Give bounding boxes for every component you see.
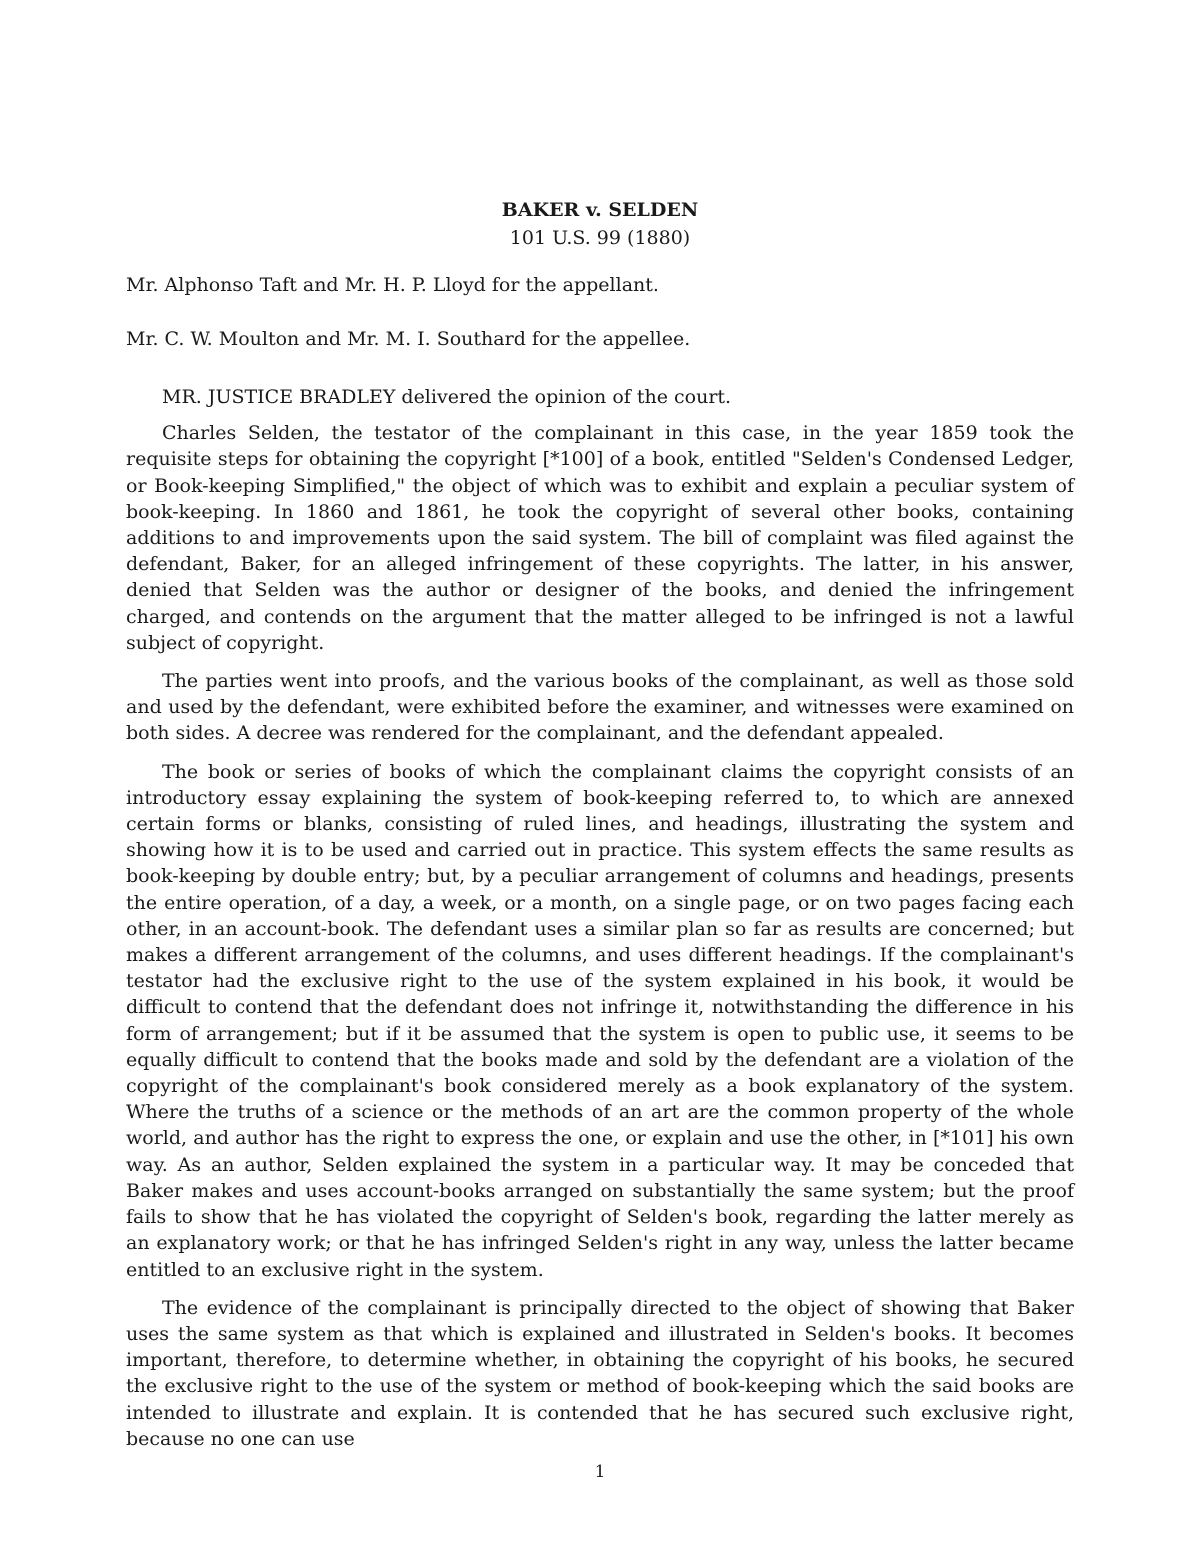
page-number: 1 xyxy=(594,1462,606,1482)
document-page xyxy=(126,196,1074,1464)
counsel-appellee: Mr. C. W. Moulton and Mr. M. I. Southard for the appellee. xyxy=(126,328,691,350)
opinion-paragraph: The evidence of the complainant is principally directed to the object of showing that Baker uses the same system as that which is explained and illustrated in Selden's books. It becomes important, therefore, to determine whether, in obtaining the copyright of his books, he secured the exclusive right to the use of the system or method of book-keeping which the said books are intended to illustrate and explain. It is contended that he has secured such exclusive right, because no one can use xyxy=(126,1296,1074,1450)
opinion-opener: MR. JUSTICE BRADLEY delivered the opinion of the court. xyxy=(162,386,732,408)
opinion-paragraph: The parties went into proofs, and the various books of the complainant, as well as those sold and used by the defendant, were exhibited before the examiner, and witnesses were examined on both sides. A decree was rendered for the complainant, and the defendant appealed. xyxy=(126,670,1074,745)
case-title: BAKER v. SELDEN xyxy=(501,199,699,221)
counsel-appellant: Mr. Alphonso Taft and Mr. H. P. Lloyd for the appellant. xyxy=(126,274,659,296)
opinion-paragraph: Charles Selden, the testator of the complainant in this case, in the year 1859 took the requisite steps for obtaining the copyright [*100] of a book, entitled "Selden's Condensed Ledger, or Book-keeping Simplified," the object of which was to exhibit and explain a peculiar system of book-keeping. In 1860 and 1861, he took the copyright of several other books, containing additions to and improvements upon the said system. The bill of complaint was filed against the defendant, Baker, for an alleged infringement of these copyrights. The latter, in his answer, denied that Selden was the author or designer of the books, and denied the infringement charged, and contends on the argument that the matter alleged to be infringed is not a lawful subject of copyright. xyxy=(126,422,1074,654)
opinion-paragraph: The book or series of books of which the complainant claims the copyright consists of an introductory essay explaining the system of book-keeping referred to, to which are annexed certain forms or blanks, consisting of ruled lines, and headings, illustrating the system and showing how it is to be used and carried out in practice. This system effects the same results as book-keeping by double entry; but, by a peculiar arrangement of columns and headings, presents the entire operation, of a day, a week, or a month, on a single page, or on two pages facing each other, in an account-book. The defendant uses a similar plan so far as results are concerned; but makes a different arrangement of the columns, and uses different headings. If the complainant's testator had the exclusive right to the use of the system explained in his book, it would be difficult to contend that the defendant does not infringe it, notwithstanding the difference in his form of arrangement; but if it be assumed that the system is open to public use, it seems to be equally difficult to contend that the books made and sold by the defendant are a violation of the copyright of the complainant's book considered merely as a book explanatory of the system. Where the truths of a science or the methods of an art are the common property of the whole world, and author has the right to express the one, or explain and use the other, in [*101] his own way. As an author, Selden explained the system in a particular way. It may be conceded that Baker makes and uses account-books arranged on substantially the same system; but the proof fails to show that he has violated the copyright of Selden's book, regarding the latter merely as an explanatory work; or that he has infringed Selden's right in any way, unless the latter became entitled to an exclusive right in the system. xyxy=(126,760,1074,1281)
case-citation: 101 U.S. 99 (1880) xyxy=(509,227,691,249)
